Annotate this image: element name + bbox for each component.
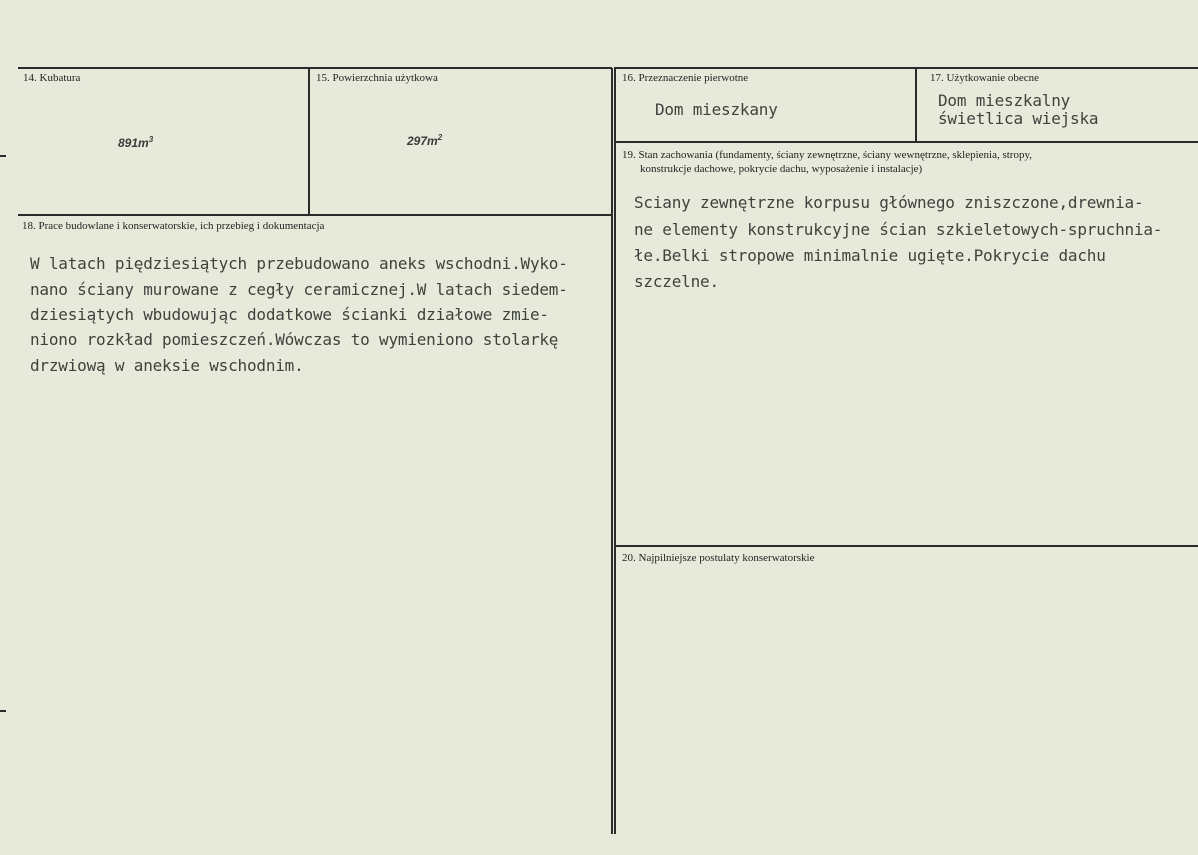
field-18-line-1: W latach piędziesiątych przebudowano aneks wschodni.Wyko-: [30, 254, 568, 273]
field-18-line-5: drzwiową w aneksie wschodnim.: [30, 356, 304, 375]
left-margin-tick: [0, 155, 6, 157]
divider-16-17: [915, 68, 917, 142]
field-14-value: [118, 135, 153, 150]
divider-15-18: [18, 214, 612, 216]
field-19-line-4: szczelne.: [634, 272, 719, 291]
field-15-number: 297: [407, 134, 428, 148]
field-19-line-3: łe.Belki stropowe minimalnie ugięte.Pokrycie dachu: [634, 246, 1106, 265]
field-19-line-1: Sciany zewnętrzne korpusu głównego zniszczone,drewnia-: [634, 193, 1144, 212]
top-border-left: [18, 67, 612, 69]
field-18-line-4: niono rozkład pomieszczeń.Wówczas to wymieniono stolarkę: [30, 330, 559, 349]
center-divider: [611, 68, 613, 834]
field-15-label: 15. Powierzchnia użytkowa: [316, 72, 438, 84]
field-19-label-line-1: 19. Stan zachowania (fundamenty, ściany zewnętrzne, ściany wewnętrzne, sklepienia, stropy,: [622, 149, 1033, 161]
right-edge-divider: [614, 68, 616, 834]
divider-19-20: [614, 545, 1198, 547]
field-14-unit: m: [138, 136, 149, 150]
divider-16-19: [614, 141, 1198, 143]
field-14-number: 891: [118, 136, 139, 150]
left-margin-tick-2: [0, 710, 6, 712]
field-15-exp: 2: [437, 133, 443, 142]
field-16-value: Dom mieszkany: [655, 100, 778, 119]
field-20-label: 20. Najpilniejsze postulaty konserwatorskie: [622, 552, 815, 564]
field-15-value: [407, 133, 442, 148]
field-14-exp: 3: [148, 135, 154, 144]
field-17-label: 17. Użytkowanie obecne: [930, 72, 1040, 84]
field-17-line-1: Dom mieszkalny: [938, 91, 1071, 110]
field-15-unit: m: [427, 134, 438, 148]
field-18-line-3: dziesiątych wbudowując dodatkowe ścianki działowe zmie-: [30, 305, 549, 324]
field-17-line-2: świetlica wiejska: [938, 109, 1099, 128]
field-19-label-line-2: konstrukcje dachowe, pokrycie dachu, wyposażenie i instalacje): [640, 163, 923, 175]
field-16-label: 16. Przeznaczenie pierwotne: [622, 72, 749, 84]
field-18-line-2: nano ściany murowane z cegły ceramicznej.W latach siedem-: [30, 280, 568, 299]
top-border-right: [614, 67, 1198, 69]
divider-14-15: [308, 68, 310, 214]
field-18-label: 18. Prace budowlane i konserwatorskie, ich przebieg i dokumentacja: [22, 220, 325, 232]
field-19-line-2: ne elementy konstrukcyjne ścian szkieletowych-spruchnia-: [634, 220, 1163, 239]
field-14-label: 14. Kubatura: [23, 72, 81, 84]
